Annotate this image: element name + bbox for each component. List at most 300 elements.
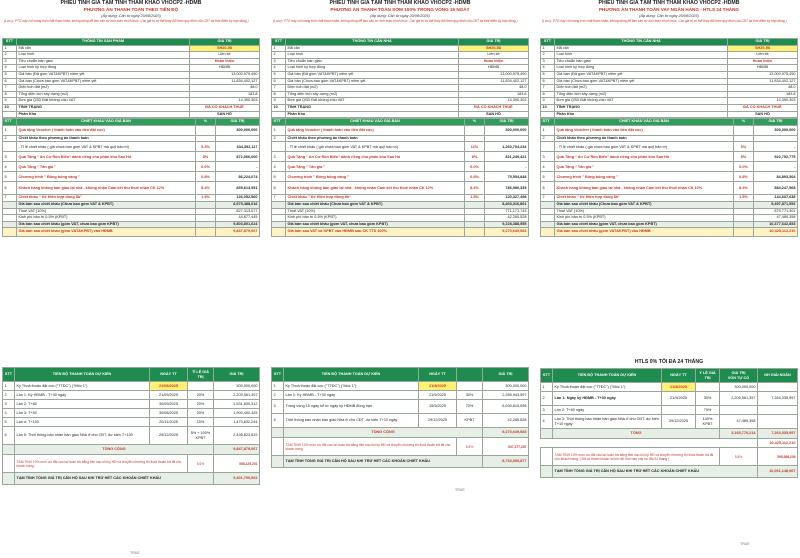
info-no: 8: [3, 91, 17, 98]
row-pct: 15%: [188, 418, 214, 427]
info-no: 5: [3, 71, 17, 78]
row-no: 7: [272, 195, 286, 202]
header-discount: CHIẾT KHẤU VÀO GIÁ BÁN: [555, 119, 734, 126]
row-value: [485, 135, 529, 142]
info-value: 183.8: [190, 91, 260, 98]
row-date: 29/12/2025: [150, 427, 188, 445]
header-value: GIÁ TRỊ: [214, 368, 260, 382]
info-no: 6: [541, 78, 555, 85]
row-no: 1: [3, 382, 15, 391]
header-value: GIÁ TRỊ: [483, 368, 529, 382]
row-label: Chiết khấu " Kế Hiến hợp đồng 8h": [17, 195, 196, 202]
product-code: SH20-58: [190, 45, 260, 52]
kpbt-row: [541, 215, 798, 222]
after-value: 10,377,642,853: [754, 221, 798, 228]
info-label: Diện tích đất (m2): [555, 85, 728, 92]
header-date: NGÀY TT: [150, 368, 188, 382]
row-date: 21/9/2025: [662, 392, 696, 406]
row-label: Chiết khấu theo phương án thanh toán: [286, 135, 465, 142]
row-no: 4: [272, 414, 284, 428]
header-stt: STT: [3, 368, 15, 382]
schedule-row: [3, 409, 260, 418]
schedule-row: [3, 391, 260, 400]
info-row: [272, 111, 529, 118]
discount-row: [272, 152, 529, 162]
kpbt-value: 42,265,528: [485, 215, 529, 222]
row-value: 120,327,498: [485, 195, 529, 202]
info-no: 1: [3, 45, 17, 52]
header-stt: STT: [272, 119, 286, 126]
row-own: 47,489,358: [720, 415, 758, 429]
info-row: [272, 91, 529, 98]
info-no: 3: [272, 58, 286, 65]
info-label: Loại hình: [555, 52, 728, 59]
info-value: Hoàn thiện: [728, 58, 798, 65]
info-row: [272, 98, 529, 105]
row-label: - Tỉ lệ chiết khấu ( giá chưa bao gồm VAT & KPBT mà quỹ bảo trì): [286, 142, 465, 152]
row-no: 4: [3, 409, 15, 418]
row-label: Quà Tặng " An Cư Rôn Biển" dành riêng cho phân khu Sao Hỏ: [555, 152, 734, 162]
row-bank: [758, 415, 798, 429]
vat-row: [272, 208, 529, 215]
total-label: TỔNG CỘNG: [284, 428, 483, 438]
row-label: Chiết khấu theo phương án thanh toán: [17, 135, 196, 142]
row-label: Khách hàng không bán giao lại nhà , không nhận Cam kết thu thuê nhận CK 12%: [555, 182, 734, 195]
row-label: Quà Tặng " Tân gia ": [17, 162, 196, 172]
row-bank: [758, 383, 798, 392]
row-value: 126,052,560: [216, 195, 260, 202]
header-stt: STT: [272, 368, 284, 382]
row-label: Ký Thoả thuận đặt cọc ("TTĐC") ("Mốc 1"): [15, 382, 150, 391]
schedule-total-row: [272, 428, 529, 438]
discount-header-row: [272, 119, 529, 126]
row-label: - Tỉ lệ chiết khấu ( giá chưa bao gồm VAT & KPBT mà quỹ bảo trì): [17, 142, 196, 152]
info-label: Loại hình: [17, 52, 190, 59]
row-value: 2,495,823,819: [214, 427, 260, 445]
row-pct: 100% KPBT: [696, 415, 720, 429]
header-pct: %: [465, 119, 485, 126]
final-total-value: 10,061,148,967: [758, 466, 798, 478]
info-row: [541, 78, 798, 85]
final-label: Giá bán sau chiết khấu (gồm VAT&KPBT) vào HĐMB: [17, 228, 196, 237]
discount-row: [272, 182, 529, 195]
info-header-row: [3, 39, 260, 46]
vat-value: 771,171,743: [485, 208, 529, 215]
schedule-row: [272, 400, 529, 414]
payment-schedule-table: [2, 367, 260, 485]
info-value: 13,000,975,490: [459, 71, 529, 78]
schedule-row: [272, 382, 529, 391]
final-total-row: [3, 473, 260, 485]
schedule-row: [541, 406, 798, 415]
vat-row: [3, 208, 260, 215]
info-value: 11,834,402,127: [459, 78, 529, 85]
info-label: Loại hình ký hợp đồng: [555, 65, 728, 72]
total-bank: 7,264,335,997: [758, 429, 798, 439]
row-no: 1: [541, 383, 553, 392]
row-no: 3: [541, 406, 553, 415]
info-no: 5: [272, 71, 286, 78]
sheet-subtitle: PHƯƠNG ÁN THANH TOÁN THEO TIẾN ĐỘ: [83, 7, 179, 12]
row-pct: 70%: [696, 406, 720, 415]
info-no: 9: [272, 98, 286, 105]
row-no: 1: [272, 125, 286, 135]
kpbt-label: Kinh phí bảo trì 0.5% (KPBT): [286, 215, 465, 222]
row-no: 4: [541, 415, 553, 429]
info-row: [3, 104, 260, 111]
header-value: GIÁ TRỊ: [754, 119, 798, 126]
kpbt-label: Kinh phí bảo trì 0.5% (KPBT): [555, 215, 734, 222]
row-no: 3: [272, 152, 286, 162]
row-pct: 0.8%: [465, 172, 485, 182]
info-label: Giá bán (Đã gồm VAT&KPBT) niêm yết: [17, 71, 190, 78]
sheet-title: PHIẾU TÍNH GIÁ TẠM TÍNH THAM KHẢO VHOCP2 -HDMB: [60, 0, 202, 6]
info-no: 7: [541, 85, 555, 92]
row-label: Lần 1: Ngày ký HĐMB - T+30 ngày: [553, 392, 662, 406]
after-vat-row: [3, 221, 260, 228]
final-total-row: [541, 466, 798, 478]
info-row: [272, 58, 529, 65]
row-pct: 0.8%: [734, 172, 754, 182]
info-header-row: [272, 39, 529, 46]
info-value: 48.0: [190, 85, 260, 92]
after-value: 9,803,801,624: [216, 221, 260, 228]
info-label: Loại hình ký hợp đồng: [286, 65, 459, 72]
info-value: 183.8: [459, 91, 529, 98]
info-value: 14,390,303: [190, 98, 260, 105]
info-label: TÌNH TRẠNG: [286, 104, 459, 111]
zone-value: SAN HÔ: [459, 111, 529, 118]
after-value: 9,228,388,555: [485, 221, 529, 228]
row-pct: 8.4%: [734, 182, 754, 195]
header-pct: %: [734, 119, 754, 126]
schedule-row: [3, 418, 260, 427]
net-price-row: [3, 201, 260, 208]
product-info-table: [271, 38, 529, 118]
schedule-header-row: [3, 368, 260, 382]
discount-row: [272, 172, 529, 182]
info-value: Liền kề: [190, 52, 260, 59]
status-value: ĐÃ CÓ KHÁCH THUÊ: [459, 104, 529, 111]
info-value: 11,834,402,127: [728, 78, 798, 85]
sheet-subtitle: PHƯƠNG ÁN THANH TOÁN SỚM 100% TRONG VÒNG 15 NGÀY: [330, 7, 470, 12]
row-pct: 8.4%: [465, 182, 485, 195]
row-no: 3: [272, 400, 284, 414]
discount-row: [541, 152, 798, 162]
discount-row: [541, 125, 798, 135]
row-label: Quà Tặng " Tân gia ": [555, 162, 734, 172]
info-no: 3: [541, 58, 555, 65]
info-header-row: [541, 39, 798, 46]
row-value: 634,392,117: [216, 142, 260, 152]
row-no: 2: [541, 135, 555, 142]
header-date: NGÀY TT: [419, 368, 457, 382]
grand-total-value: 10,425,112,210: [758, 439, 798, 448]
net-label: Giá bán sau chiết khấu (Chưa bao gồm VAT & KPBT): [17, 201, 196, 208]
row-no: 1: [541, 125, 555, 135]
product-code: SH20-58: [459, 45, 529, 52]
row-value: 300,000,000: [485, 125, 529, 135]
row-value: -: [216, 162, 260, 172]
info-label: Loại hình ký hợp đồng: [17, 65, 190, 72]
info-value: 13,000,975,490: [190, 71, 260, 78]
header-value: GIÁ TRỊ: [216, 119, 260, 126]
info-no: 10: [3, 104, 17, 111]
net-label: Giá bán sau chiết khấu (Chưa bao gồm VAT & KPBT): [555, 201, 734, 208]
refund-note-row: TẠM TÍNH 10% mức ưu đãi cao lại hoàn trả bằng tiền sau khi ký HĐ và chuyển nhượng thì thoả thuận trả lãi cho khách hàng. ( Đã có thanh khoản lại khi hết thời hạn vay ưu đãi 24 tháng ) 5.8% 598,088,205: [541, 448, 798, 466]
info-value: Hoàn thiện: [459, 58, 529, 65]
sheet-title: PHIẾU TÍNH GIÁ TẠM TÍNH THAM KHẢO VHOCP2 -HDMB: [598, 0, 740, 6]
info-label: Giá bán (Chưa bao gồm VAT&KPBT) niêm yết: [555, 78, 728, 85]
vat-label: Thuế VAT (10%): [17, 208, 196, 215]
info-label: Giá bán (Chưa bao gồm VAT&KPBT) niêm yết: [17, 78, 190, 85]
header-ratio: TỈ LỆ GIÁ TRỊ: [188, 368, 214, 382]
discount-row: [3, 195, 260, 202]
info-row: [3, 58, 260, 65]
total-label: TỔNG: [553, 429, 720, 439]
header-stt: STT: [3, 119, 17, 126]
info-row: [3, 78, 260, 85]
schedule-row: [3, 382, 260, 391]
info-label: Mã căn: [286, 45, 459, 52]
row-pct: 1.5%: [734, 195, 754, 202]
row-pct: [196, 135, 216, 142]
refund-note: TẠM TÍNH 10% mức ưu đãi cao lại hoàn trả bằng tiền sau khi ký HĐ và chuyển nhượng thì thoả thuận trả lãi cho khách hàng.: [15, 455, 188, 473]
info-label: Giá bán (Chưa bao gồm VAT&KPBT) niêm yết: [286, 78, 459, 85]
discount-header-row: [541, 119, 798, 126]
header-own-label: VỐN TỰ CÓ: [727, 375, 750, 380]
row-pct: [188, 382, 214, 391]
info-label: Diện tích đất (m2): [17, 85, 190, 92]
row-pct: 8%: [465, 152, 485, 162]
info-label: Mã căn: [17, 45, 190, 52]
info-row: [3, 111, 260, 118]
final-value: 10,425,112,210: [754, 228, 798, 237]
schedule-row: [541, 383, 798, 392]
row-value: 42,265,528: [483, 414, 529, 428]
applied-date: (Áp dụng: Căn từ ngày 20/08/2025): [639, 14, 699, 18]
info-row: [272, 78, 529, 85]
row-value: 872,000,000: [216, 152, 260, 162]
info-row: [541, 45, 798, 52]
header-info: THÔNG TIN SẢN PHẨM: [17, 39, 190, 46]
discount-row: [272, 142, 529, 152]
row-label: Lần 3: Thời thông báo nhận bàn giao Nhà ở cho CĐT, dự kiến T+10 ngày: [553, 415, 662, 429]
header-schedule: TIẾN ĐỘ THANH TOÁN DỰ KIẾN: [15, 368, 150, 382]
row-pct: 0%: [734, 142, 754, 152]
row-no: 4: [541, 162, 555, 172]
discount-row: [3, 182, 260, 195]
row-value: 144,637,638: [754, 195, 798, 202]
kpbt-value: 47,489,358: [754, 215, 798, 222]
row-label: Quà tặng Voucher ( thanh toán vào tiền đặt cọc): [555, 125, 734, 135]
sheet-subtitle: PHƯƠNG ÁN THANH TOÁN VAY NGÂN HÀNG - HTLS 24 THÁNG: [598, 7, 740, 12]
row-label: Lần 2: T+60 ngày: [553, 406, 662, 415]
final-label: Giá bán sau chiết khấu (gồm VAT&KPBT) vào HĐMB: [555, 228, 734, 237]
header-ratio: Ý LỆ GIÁ TRỊ: [696, 369, 720, 383]
row-no: [272, 142, 286, 152]
schedule-row: [272, 414, 529, 428]
info-no: 5: [541, 71, 555, 78]
row-label: Quà Tặng " An Cư Rôn Biển" dành riêng cho phân khu Sao Hỏ: [286, 152, 465, 162]
vat-value: 827,313,077: [216, 208, 260, 215]
refund-value: 537,277,287: [483, 438, 529, 456]
row-no: 7: [3, 195, 17, 202]
row-pct: 70%: [457, 400, 483, 414]
discount-table: [540, 118, 798, 237]
info-label: Loại hình: [286, 52, 459, 59]
row-pct: 0.8%: [196, 172, 216, 182]
info-value: 48.0: [728, 85, 798, 92]
net-value: 8,975,488,016: [216, 201, 260, 208]
row-date: 21/8/2025: [662, 383, 696, 392]
header-group: GIÁ TRỊ: [731, 371, 746, 375]
net-value: 9,497,871,552: [754, 201, 798, 208]
info-row: [541, 52, 798, 59]
header-pct: %: [196, 119, 216, 126]
discount-row: [272, 162, 529, 172]
vat-row: [541, 208, 798, 215]
row-value: 300,000,000: [216, 125, 260, 135]
product-info-table: [540, 38, 798, 118]
kpbt-label: Kinh phí bảo trì 0.5% (KPBT): [17, 215, 196, 222]
info-no: [272, 111, 286, 118]
price-sheet-2: [271, 0, 529, 558]
row-no: 3: [3, 152, 17, 162]
row-no: 3: [3, 400, 15, 409]
discount-table: [271, 118, 529, 237]
row-value: 884,247,568: [754, 182, 798, 195]
row-pct: 0.0%: [465, 162, 485, 172]
row-label: Chiết khấu " Kế Hiến hợp đồng 8h": [286, 195, 465, 202]
row-no: [3, 142, 17, 152]
row-no: 3: [541, 152, 555, 162]
page-label: TRUE: [455, 488, 465, 492]
page-label: TRUE: [130, 551, 140, 555]
applied-date: (Áp dụng: Căn từ ngày 20/08/2025): [370, 14, 430, 18]
row-pct: 20%: [188, 409, 214, 418]
row-pct: 1.5%: [196, 195, 216, 202]
row-value: 300,000,000: [214, 382, 260, 391]
discount-row: [3, 135, 260, 142]
row-no: 2: [272, 391, 284, 400]
net-price-row: [272, 201, 529, 208]
info-no: 8: [272, 91, 286, 98]
header-date: NGÀY TT: [662, 369, 696, 383]
header-info: THÔNG TIN CĂN NHÀ: [286, 39, 459, 46]
row-value: 300,000,000: [483, 382, 529, 391]
status-value: ĐÃ CÓ KHÁCH THUÊ: [728, 104, 798, 111]
discount-table: [2, 118, 260, 237]
row-no: 2: [541, 392, 553, 406]
discount-row: [541, 162, 798, 172]
info-label: Phân Khu: [17, 111, 190, 118]
discount-row: [272, 125, 529, 135]
row-label: Khách hàng không bán giao lại nhà , không nhận Cam kết thu thuê nhận CK 12%: [286, 182, 465, 195]
info-no: 9: [3, 98, 17, 105]
discount-row: [272, 195, 529, 202]
row-label: Quà Tặng " An Cư Rôn Biển" dành riêng cho phân khu Sao Hỏ: [17, 152, 196, 162]
price-sheet-1: [2, 0, 260, 558]
row-pct: 20%: [188, 400, 214, 409]
payment-schedule-table: [540, 368, 798, 478]
final-value: 9,847,879,067: [216, 228, 260, 237]
info-value: Liền kề: [728, 52, 798, 59]
final-total-row: [272, 456, 529, 468]
final-price-row: [541, 228, 798, 237]
row-pct: 8%: [196, 152, 216, 162]
header-stt: STT: [272, 39, 286, 46]
row-value: 1,900,400,325: [214, 409, 260, 418]
row-pct: [696, 383, 720, 392]
row-label: Lần 1: Ký HĐMB - T+30 ngày: [15, 391, 150, 400]
info-row: [3, 65, 260, 72]
row-date: 30/08/2025: [150, 409, 188, 418]
row-date: 15/9/2025: [419, 400, 457, 414]
info-row: [272, 85, 529, 92]
info-no: 1: [541, 45, 555, 52]
row-pct: 5.3%: [196, 142, 216, 152]
row-bank: [758, 406, 798, 415]
row-value: [216, 135, 260, 142]
row-no: 5: [3, 418, 15, 427]
info-no: 2: [272, 52, 286, 59]
row-no: 1: [272, 382, 284, 391]
header-value: GIÁ TRỊ: [190, 39, 260, 46]
info-row: [541, 104, 798, 111]
status-value: ĐÃ CÓ KHÁCH THUÊ: [190, 104, 260, 111]
info-value: 14,390,303: [728, 98, 798, 105]
row-pct: [196, 125, 216, 135]
schedule-row: [272, 391, 529, 400]
info-value: 11,834,402,127: [190, 78, 260, 85]
schedule-row: [541, 392, 798, 406]
schedule-row: [3, 427, 260, 445]
row-date: [662, 406, 696, 415]
row-label: Trong vòng 15 ngày kể từ ngày ký HĐMB đồng hạn: [284, 400, 419, 414]
row-no: 4: [272, 162, 286, 172]
after-label: Giá bán sau chiết khấu (gồm VAT, chưa bao gồm KPBT): [555, 221, 734, 228]
row-pct: 30%: [696, 392, 720, 406]
info-row: [3, 71, 260, 78]
row-no: 5: [3, 172, 17, 182]
after-label: Giá bán sau chiết khấu (gồm VAT, chưa bao gồm KPBT): [286, 221, 465, 228]
header-stt: STT: [541, 369, 553, 383]
final-total-label: TẠM TÍNH TỔNG GIÁ TRỊ CĂN HỘ SAU KHI TRỪ HẾT CÁC KHOẢN CHIẾT KHẤU: [15, 473, 214, 485]
total-own: 3,160,776,214: [720, 429, 758, 439]
discount-row: [541, 182, 798, 195]
payment-schedule-table: [271, 367, 529, 468]
info-label: Giá bán (Đã gồm VAT&KPBT) niêm yết: [555, 71, 728, 78]
info-row: [272, 45, 529, 52]
price-sheet-3: [540, 0, 798, 558]
row-label: Lần 1: Ký HĐMB - T+30 ngày: [284, 391, 419, 400]
info-row: [541, 85, 798, 92]
refund-value: 598,088,205: [758, 448, 798, 466]
after-vat-row: [272, 221, 529, 228]
discount-row: [3, 152, 260, 162]
info-row: [3, 85, 260, 92]
info-row: [541, 58, 798, 65]
info-row: [541, 98, 798, 105]
info-no: 4: [3, 65, 17, 72]
header-value: GIÁ TRỊ: [459, 39, 529, 46]
info-no: 7: [3, 85, 17, 92]
discount-header-row: [3, 119, 260, 126]
final-value: 9,270,649,083: [485, 228, 529, 237]
row-no: 6: [541, 182, 555, 195]
header-own: [720, 369, 758, 383]
